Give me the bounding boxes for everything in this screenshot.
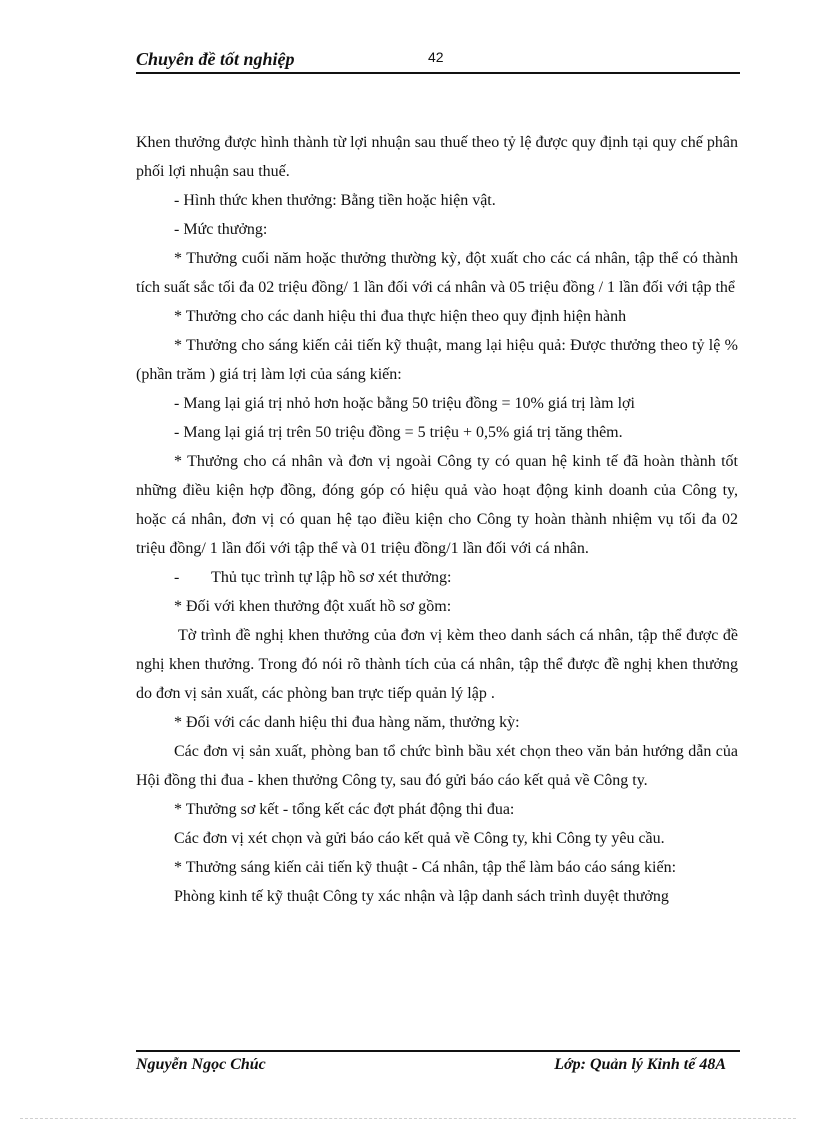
paragraph: Các đơn vị xét chọn và gửi báo cáo kết quả về Công ty, khi Công ty yêu cầu. <box>174 830 665 847</box>
paragraph: Khen thưởng được hình thành từ lợi nhuận sau thuế theo tỷ lệ được quy định tại quy chế phân phối lợi nhuận sau thuế. <box>136 134 738 180</box>
paragraph: - Thủ tục trình tự lập hồ sơ xét thưởng: <box>174 569 452 586</box>
paragraph: - Mức thưởng: <box>174 221 268 238</box>
paragraph: - Mang lại giá trị trên 50 triệu đồng = 5 triệu + 0,5% giá trị tăng thêm. <box>174 424 623 441</box>
page-edge-divider <box>20 1118 796 1119</box>
paragraph: * Thưởng cho sáng kiến cải tiến kỹ thuật, mang lại hiệu quả: Được thưởng theo tỷ lệ % (phần trăm ) giá trị làm lợi của sáng kiến: <box>136 337 738 383</box>
class-label: Lớp: Quản lý Kinh tế 48A <box>554 1056 726 1073</box>
paragraph: - Hình thức khen thưởng: Bằng tiền hoặc hiện vật. <box>174 192 496 209</box>
paragraph: Phòng kinh tế kỹ thuật Công ty xác nhận và lập danh sách trình duyệt thưởng <box>174 888 669 905</box>
paragraph: * Đối với các danh hiệu thi đua hàng năm, thưởng kỳ: <box>174 714 520 731</box>
document-body <box>136 128 738 911</box>
paragraph: * Đối với khen thưởng đột xuất hồ sơ gồm: <box>174 598 452 615</box>
page-header <box>136 46 740 74</box>
paragraph: - Mang lại giá trị nhỏ hơn hoặc bằng 50 triệu đồng = 10% giá trị làm lợi <box>174 395 635 412</box>
author-name: Nguyễn Ngọc Chúc <box>136 1056 266 1073</box>
paragraph: * Thưởng cuối năm hoặc thưởng thường kỳ, đột xuất cho các cá nhân, tập thể có thành tích suất sắc tối đa 02 triệu đồng/ 1 lần đối với cá nhân và 05 triệu đồng / 1 lần đối với tập thể <box>136 250 738 296</box>
page-footer <box>136 1050 740 1082</box>
paragraph: Tờ trình đề nghị khen thưởng của đơn vị kèm theo danh sách cá nhân, tập thể được đề nghị khen thưởng. Trong đó nói rõ thành tích của cá nhân, tập thể được đề nghị khen thưởng do đơn vị sản xuất, các phòng ban trực tiếp quản lý lập . <box>136 627 738 702</box>
paragraph: Các đơn vị sản xuất, phòng ban tổ chức bình bầu xét chọn theo văn bản hướng dẫn của Hội đồng thi đua - khen thưởng Công ty, sau đó gửi báo cáo kết quả về Công ty. <box>136 743 738 789</box>
document-title: Chuyên đề tốt nghiệp <box>136 49 295 69</box>
paragraph: * Thưởng cho các danh hiệu thi đua thực hiện theo quy định hiện hành <box>174 308 627 325</box>
paragraph: * Thưởng sáng kiến cải tiến kỹ thuật - Cá nhân, tập thể làm báo cáo sáng kiến: <box>174 859 677 876</box>
paragraph: * Thưởng cho cá nhân và đơn vị ngoài Công ty có quan hệ kinh tế đã hoàn thành tốt những điều kiện hợp đồng, đóng góp có hiệu quả vào hoạt động kinh doanh của Công ty, hoặc cá nhân, đơn vị có quan hệ tạo điều kiện cho Công ty hoàn thành nhiệm vụ tối đa 02 triệu đồng/ 1 lần đối với tập thể và 01 triệu đồng/1 lần đối với cá nhân. <box>136 453 738 557</box>
page-number: 42 <box>428 49 444 65</box>
paragraph: * Thưởng sơ kết - tổng kết các đợt phát động thi đua: <box>174 801 515 818</box>
